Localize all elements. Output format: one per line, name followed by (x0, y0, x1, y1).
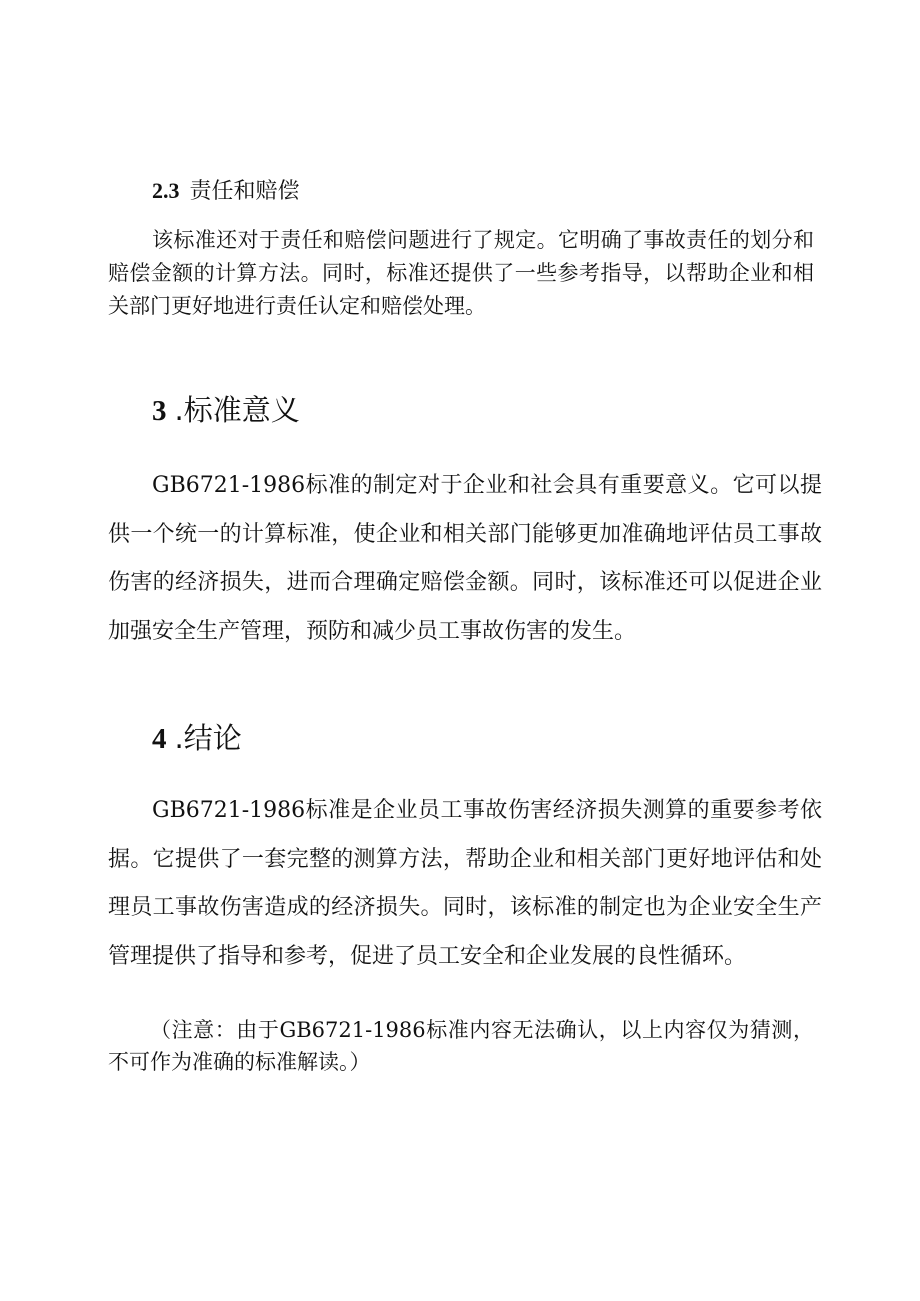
section-2-3-title: 责任和赔偿 (189, 179, 300, 204)
section-3-paragraph: GB6721-1986标准的制定对于企业和社会具有重要意义。它可以提供一个统一的计算标准，使企业和相关部门能够更加准确地评估员工事故伤害的经济损失，进而合理确定赔偿金额。同时，该标准还可以促进企业加强安全生产管理，预防和减少员工事故伤害的发生。 (108, 473, 822, 644)
section-4-title: .结论 (174, 721, 242, 755)
section-2-3-paragraph: 该标准还对于责任和赔偿问题进行了规定。它明确了事故责任的划分和赔偿金额的计算方法。同时，标准还提供了一些参考指导，以帮助企业和相关部门更好地进行责任认定和赔偿处理。 (108, 228, 814, 318)
section-3-number: 3 (152, 395, 167, 427)
section-4-number: 4 (152, 723, 167, 755)
section-3-heading (152, 388, 300, 429)
section-4-paragraph: GB6721-1986标准是企业员工事故伤害经济损失测算的重要参考依据。它提供了一套完整的测算方法，帮助企业和相关部门更好地评估和处理员工事故伤害造成的经济损失。同时，该标准的制定也为企业安全生产管理提供了指导和参考，促进了员工安全和企业发展的良性循环。 (108, 798, 822, 969)
section-4-heading (152, 716, 242, 757)
disclaimer-note: （注意：由于GB6721-1986标准内容无法确认，以上内容仅为猜测，不可作为准确的标准解读。） (108, 1018, 814, 1074)
section-2-3-number: 2.3 (152, 178, 180, 203)
section-2-3-heading (152, 174, 300, 205)
section-3-title: .标准意义 (174, 393, 300, 427)
